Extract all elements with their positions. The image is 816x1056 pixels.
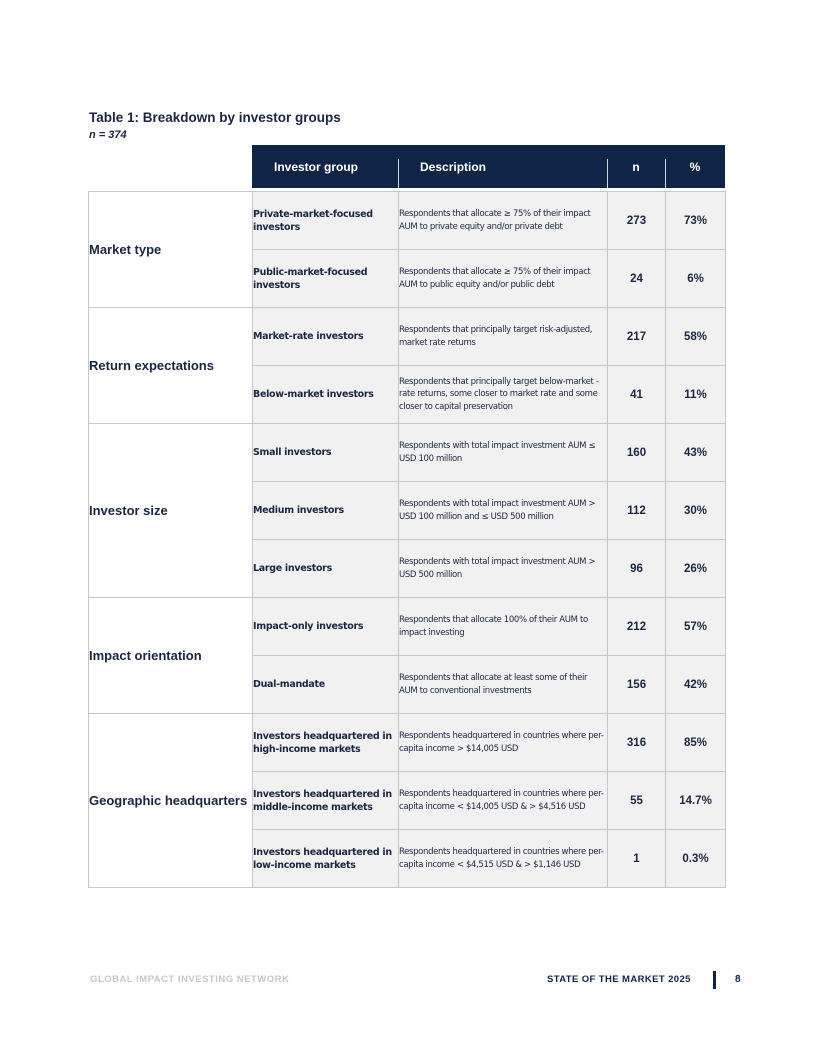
- percent-cell: 43%: [666, 424, 726, 482]
- table-row: [89, 308, 726, 366]
- description-cell: Respondents that allocate ≥ 75% of their impact AUM to public equity and/or public debt: [399, 250, 608, 308]
- header-percent: %: [689, 159, 701, 174]
- category-investor-size: Investor size: [89, 424, 253, 598]
- category-geographic-headquarters: Geographic headquarters: [89, 714, 253, 888]
- category-market-type: Market type: [89, 192, 253, 308]
- description-cell: Respondents that allocate ≥ 75% of their impact AUM to private equity and/or private debt: [399, 192, 608, 250]
- percent-cell: 73%: [666, 192, 726, 250]
- percent-cell: 6%: [666, 250, 726, 308]
- description-cell: Respondents that principally target risk-adjusted, market rate returns: [399, 308, 608, 366]
- header-n: n: [632, 159, 640, 174]
- table-row: [89, 714, 726, 772]
- description-cell: Respondents that allocate 100% of their AUM to impact investing: [399, 598, 608, 656]
- category-return-expectations: Return expectations: [89, 308, 253, 424]
- group-cell: Large investors: [253, 540, 399, 598]
- table-header: [252, 145, 725, 188]
- description-cell: Respondents that principally target below-market -rate returns, some closer to market rate and some closer to capital preservation: [399, 366, 608, 424]
- percent-cell: 14.7%: [666, 772, 726, 830]
- n-cell: 316: [608, 714, 666, 772]
- percent-cell: 58%: [666, 308, 726, 366]
- header-divider: [398, 159, 399, 188]
- description-cell: Respondents that allocate at least some of their AUM to conventional investments: [399, 656, 608, 714]
- n-cell: 112: [608, 482, 666, 540]
- group-cell: Medium investors: [253, 482, 399, 540]
- page-number: 8: [735, 974, 741, 985]
- table-row: [89, 598, 726, 656]
- description-cell: Respondents headquartered in countries where per-capita income > $14,005 USD: [399, 714, 608, 772]
- description-cell: Respondents headquartered in countries where per-capita income < $4,515 USD & > $1,146 USD: [399, 830, 608, 888]
- description-cell: Respondents with total impact investment AUM > USD 500 million: [399, 540, 608, 598]
- group-cell: Public-market-focused investors: [253, 250, 399, 308]
- table-row: [89, 424, 726, 482]
- table-title: Table 1: Breakdown by investor groups: [89, 110, 341, 125]
- percent-cell: 26%: [666, 540, 726, 598]
- group-cell: Private-market-focused investors: [253, 192, 399, 250]
- group-cell: Investors headquartered in high-income markets: [253, 714, 399, 772]
- percent-cell: 85%: [666, 714, 726, 772]
- group-cell: Dual-mandate: [253, 656, 399, 714]
- description-cell: Respondents with total impact investment AUM > USD 100 million and ≤ USD 500 million: [399, 482, 608, 540]
- header-investor-group: Investor group: [274, 159, 359, 174]
- percent-cell: 57%: [666, 598, 726, 656]
- percent-cell: 30%: [666, 482, 726, 540]
- group-cell: Below-market investors: [253, 366, 399, 424]
- percent-cell: 42%: [666, 656, 726, 714]
- footer-report-title: STATE OF THE MARKET 2025: [547, 974, 691, 985]
- category-impact-orientation: Impact orientation: [89, 598, 253, 714]
- n-cell: 1: [608, 830, 666, 888]
- n-cell: 160: [608, 424, 666, 482]
- n-cell: 24: [608, 250, 666, 308]
- n-cell: 41: [608, 366, 666, 424]
- description-cell: Respondents headquartered in countries where per-capita income < $14,005 USD & > $4,516 USD: [399, 772, 608, 830]
- investor-groups-table: [88, 191, 726, 888]
- percent-cell: 0.3%: [666, 830, 726, 888]
- header-description: Description: [420, 159, 487, 174]
- group-cell: Investors headquartered in low-income markets: [253, 830, 399, 888]
- table-subtitle: n = 374: [89, 129, 127, 141]
- description-cell: Respondents with total impact investment AUM ≤ USD 100 million: [399, 424, 608, 482]
- n-cell: 217: [608, 308, 666, 366]
- n-cell: 156: [608, 656, 666, 714]
- n-cell: 212: [608, 598, 666, 656]
- group-cell: Market-rate investors: [253, 308, 399, 366]
- footer-organization: GLOBAL IMPACT INVESTING NETWORK: [90, 974, 290, 985]
- percent-cell: 11%: [666, 366, 726, 424]
- group-cell: Investors headquartered in middle-income markets: [253, 772, 399, 830]
- n-cell: 273: [608, 192, 666, 250]
- table-row: [89, 192, 726, 250]
- n-cell: 96: [608, 540, 666, 598]
- footer-divider: [713, 971, 716, 989]
- group-cell: Small investors: [253, 424, 399, 482]
- group-cell: Impact-only investors: [253, 598, 399, 656]
- n-cell: 55: [608, 772, 666, 830]
